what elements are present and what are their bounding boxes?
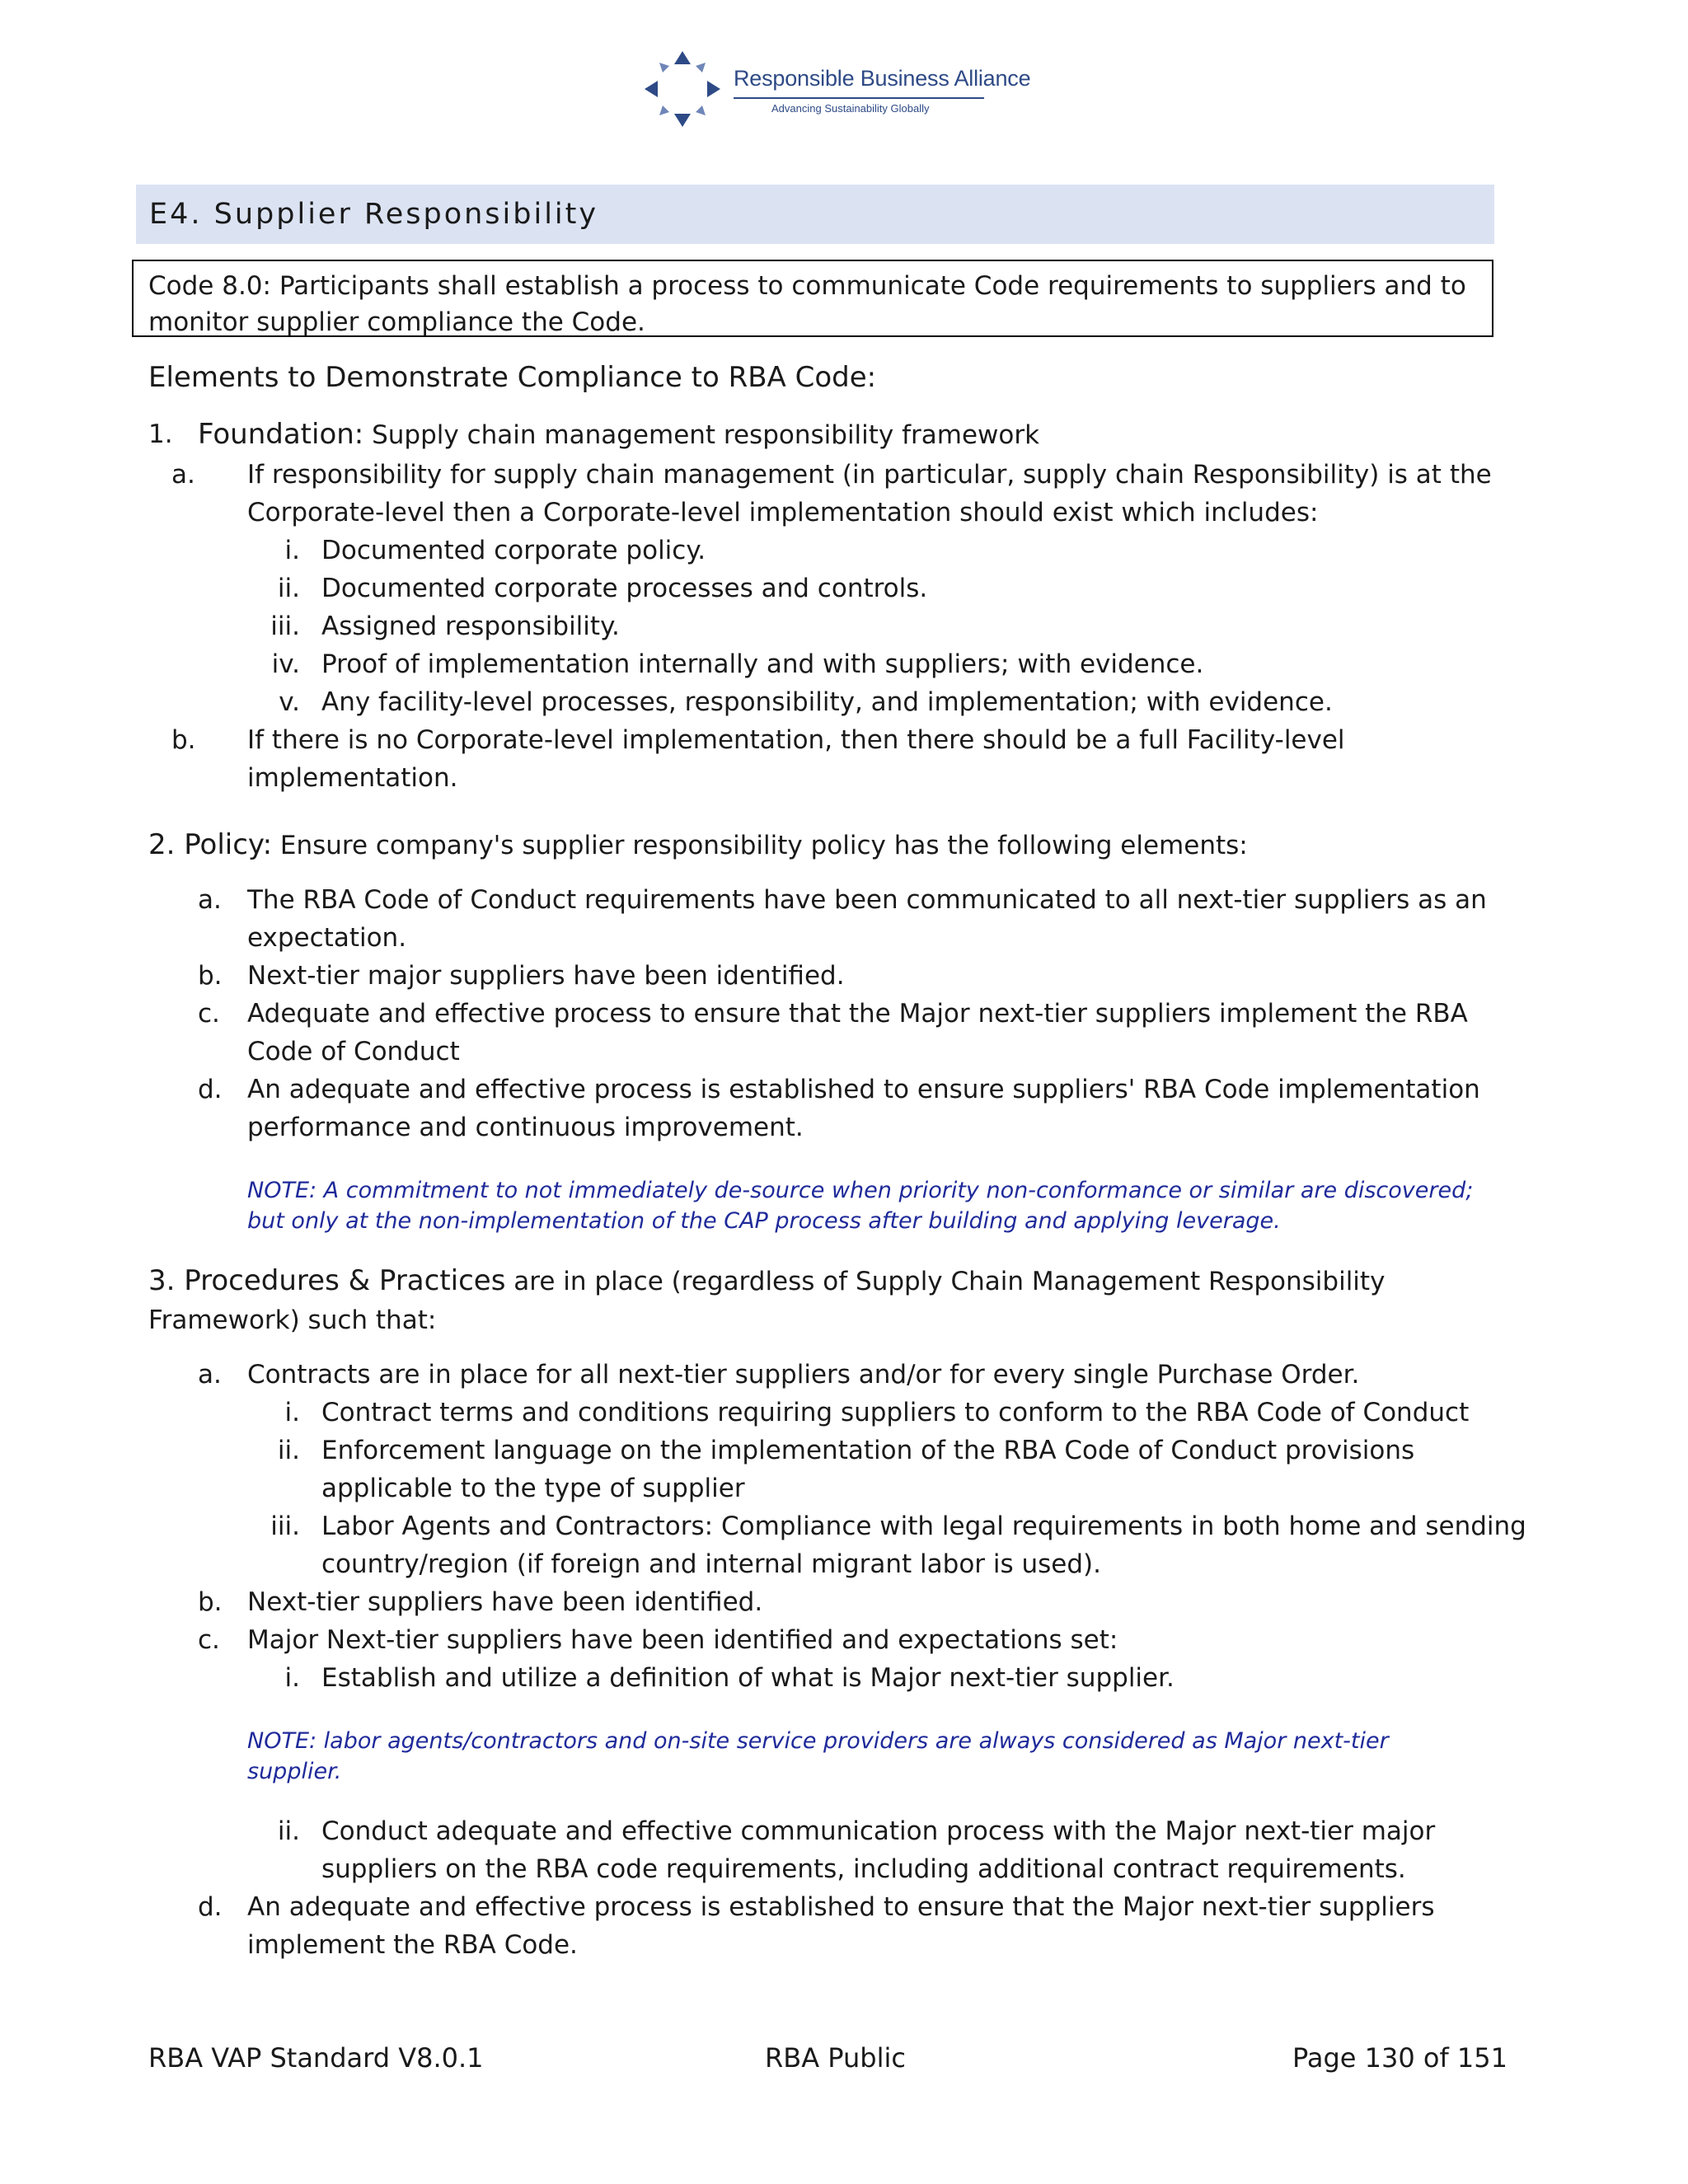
foundation-heading (198, 416, 1039, 453)
list-marker: a. (198, 885, 222, 915)
logo-tagline: Advancing Sustainability Globally (771, 102, 930, 115)
elements-heading: Elements to Demonstrate Compliance to RBA Code: (148, 361, 877, 394)
footer-document-title: RBA VAP Standard V8.0.1 (148, 2042, 484, 2074)
policy-note-line2: but only at the non-implementation of the CAP process after building and applying leverage. (247, 1208, 1281, 1234)
procedures-a-ii-line2: applicable to the type of supplier (321, 1474, 745, 1503)
procedures-d-line1: An adequate and effective process is established to ensure that the Major next-tier suppliers (247, 1892, 1435, 1922)
rba-logo (641, 48, 1031, 130)
list-marker: i. (284, 1663, 300, 1693)
procedures-a-line1: Contracts are in place for all next-tier suppliers and/or for every single Purchase Order. (247, 1360, 1360, 1390)
list-marker: c. (198, 999, 220, 1029)
procedures-c-ii-line1: Conduct adequate and effective communication process with the Major next-tier major (321, 1816, 1436, 1846)
procedures-a-ii-line1: Enforcement language on the implementation of the RBA Code of Conduct provisions (321, 1436, 1415, 1465)
logo-title: Responsible Business Alliance (734, 66, 1031, 91)
footer-page-number: Page 130 of 151 (1292, 2042, 1507, 2074)
list-marker: ii. (277, 1436, 300, 1465)
procedures-d-line2: implement the RBA Code. (247, 1930, 578, 1960)
policy-d-line1: An adequate and effective process is established to ensure suppliers' RBA Code implementation (247, 1075, 1480, 1104)
foundation-b-line2: implementation. (247, 763, 458, 793)
policy-label: 2. Policy: (148, 828, 273, 861)
section-title: E4. Supplier Responsibility (149, 198, 599, 231)
list-item: Proof of implementation internally and with suppliers; with evidence. (321, 649, 1204, 679)
procedures-a-iii-line2: country/region (if foreign and internal migrant labor is used). (321, 1549, 1101, 1579)
list-marker: a. (171, 460, 195, 490)
policy-c-line2: Code of Conduct (247, 1037, 460, 1066)
code-statement: Code 8.0: Participants shall establish a process to communicate Code requirements to suppliers and to monitor supplier compliance the Code. (148, 271, 1466, 337)
foundation-b-line1: If there is no Corporate-level implementation, then there should be a full Facility-level (247, 725, 1345, 755)
policy-heading (148, 827, 1248, 864)
compass-logo-icon (641, 48, 724, 130)
procedures-b-line1: Next-tier suppliers have been identified. (247, 1587, 763, 1617)
procedures-note-line2: supplier. (247, 1759, 342, 1784)
list-item: Any facility-level processes, responsibility, and implementation; with evidence. (321, 687, 1333, 717)
list-marker: b. (171, 725, 196, 755)
list-marker: iii. (270, 612, 300, 641)
section-heading (136, 185, 1494, 244)
list-marker: d. (198, 1075, 223, 1104)
procedures-text: are in place (regardless of Supply Chain Management Responsibility (513, 1267, 1386, 1296)
list-marker: i. (284, 536, 300, 565)
foundation-number: 1. (148, 419, 173, 449)
policy-a-line1: The RBA Code of Conduct requirements have been communicated to all next-tier suppliers as an (247, 885, 1487, 915)
procedures-c-i-line1: Establish and utilize a definition of what is Major next-tier supplier. (321, 1663, 1175, 1693)
list-marker: v. (279, 687, 300, 717)
policy-d-line2: performance and continuous improvement. (247, 1113, 804, 1142)
list-marker: b. (198, 961, 223, 991)
procedures-text-line2: Framework) such that: (148, 1305, 437, 1335)
list-marker: d. (198, 1892, 223, 1922)
list-marker: i. (284, 1398, 300, 1427)
policy-a-line2: expectation. (247, 923, 407, 953)
foundation-a-line2: Corporate-level then a Corporate-level implementation should exist which includes: (247, 498, 1319, 527)
footer-classification: RBA Public (765, 2042, 906, 2074)
policy-c-line1: Adequate and effective process to ensure that the Major next-tier suppliers implement the RBA (247, 999, 1468, 1029)
code-statement-box (132, 260, 1493, 337)
policy-b-line1: Next-tier major suppliers have been identified. (247, 961, 845, 991)
list-marker: ii. (277, 1816, 300, 1846)
procedures-label: 3. Procedures & Practices (148, 1264, 506, 1297)
list-marker: c. (198, 1625, 220, 1655)
policy-text: Ensure company's supplier responsibility policy has the following elements: (279, 831, 1248, 860)
procedures-a-i-line1: Contract terms and conditions requiring suppliers to conform to the RBA Code of Conduct (321, 1398, 1470, 1427)
list-item: Documented corporate policy. (321, 536, 706, 565)
foundation-a-line1: If responsibility for supply chain management (in particular, supply chain Responsibility) is at the (247, 460, 1492, 490)
procedures-c-line1: Major Next-tier suppliers have been identified and expectations set: (247, 1625, 1118, 1655)
list-marker: iv. (271, 649, 300, 679)
list-item: Documented corporate processes and controls. (321, 574, 928, 603)
list-marker: ii. (277, 574, 300, 603)
procedures-heading (148, 1263, 1385, 1300)
list-marker: b. (198, 1587, 223, 1617)
list-marker: a. (198, 1360, 222, 1390)
logo-divider (734, 97, 984, 99)
list-marker: iii. (270, 1511, 300, 1541)
procedures-a-iii-line1: Labor Agents and Contractors: Compliance with legal requirements in both home and sending (321, 1511, 1526, 1541)
foundation-label: Foundation: (198, 418, 364, 451)
list-item: Assigned responsibility. (321, 612, 620, 641)
policy-note-line1: NOTE: A commitment to not immediately de-source when priority non-conformance or similar are discovered; (247, 1178, 1474, 1203)
foundation-text: Supply chain management responsibility framework (372, 420, 1040, 450)
procedures-note-line1: NOTE: labor agents/contractors and on-site service providers are always considered as Major next-tier (247, 1728, 1389, 1754)
procedures-c-ii-line2: suppliers on the RBA code requirements, including additional contract requirements. (321, 1854, 1406, 1884)
